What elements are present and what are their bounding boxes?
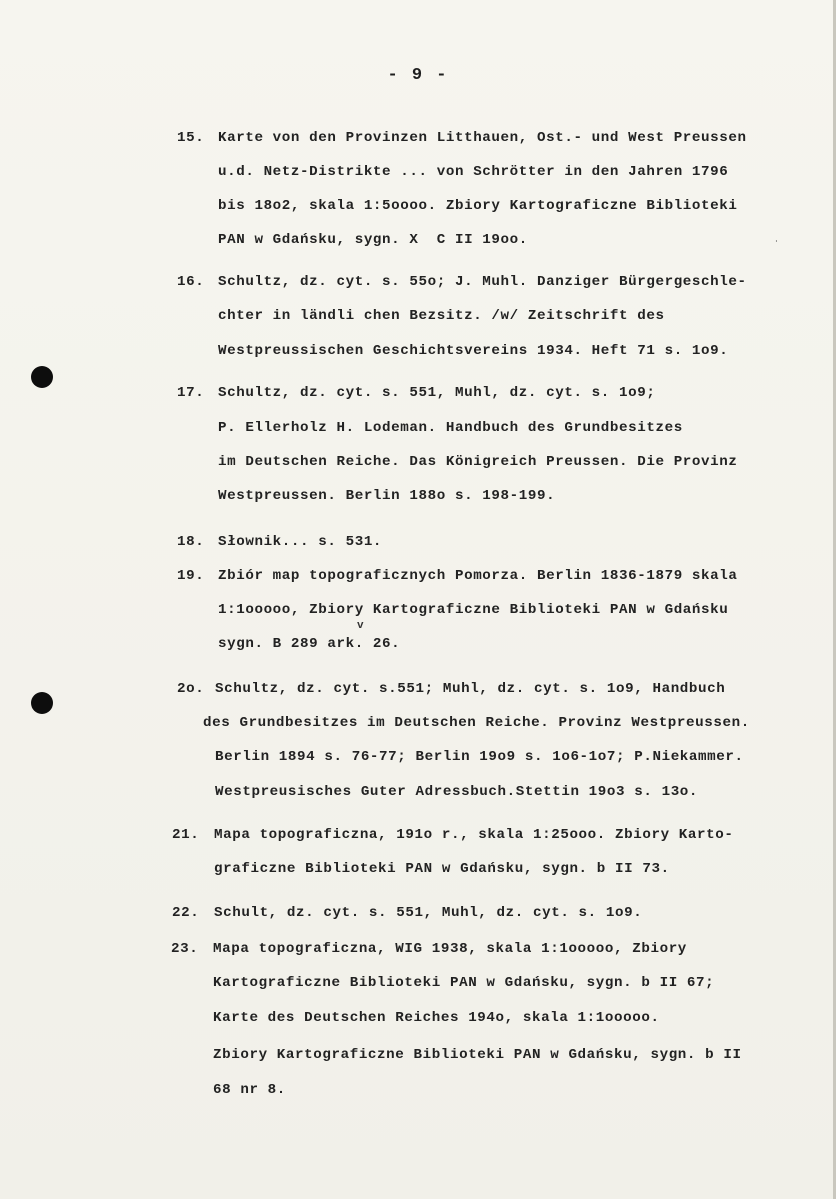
- footnote-line: Schult, dz. cyt. s. 551, Muhl, dz. cyt. s. 1o9.: [214, 905, 643, 921]
- punch-hole: [31, 366, 53, 388]
- footnote-line: Zbiór map topograficznych Pomorza. Berlin 1836-1879 skala: [218, 568, 738, 584]
- footnote-line: Westpreussen. Berlin 188o s. 198-199.: [218, 488, 556, 504]
- pencil-mark: ʾ: [773, 240, 780, 252]
- footnote-number: 23.: [171, 941, 199, 957]
- handwritten-v-mark: v: [357, 620, 364, 632]
- footnote-line: Westpreussischen Geschichtsvereins 1934. Heft 71 s. 1o9.: [218, 343, 729, 359]
- footnote-line: Mapa topograficzna, 191o r., skala 1:25ooo. Zbiory Karto-: [214, 827, 734, 843]
- footnote-line: Karte von den Provinzen Litthauen, Ost.- und West Preussen: [218, 130, 747, 146]
- footnote-number: 19.: [177, 568, 205, 584]
- footnote-line: graficzne Biblioteki PAN w Gdańsku, sygn. b II 73.: [214, 861, 670, 877]
- footnote-line: Schultz, dz. cyt. s.551; Muhl, dz. cyt. s. 1o9, Handbuch: [215, 681, 726, 697]
- footnote-number: 18.: [177, 534, 205, 550]
- footnote-line: Słownik... s. 531.: [218, 534, 383, 550]
- footnote-line: Zbiory Kartograficzne Biblioteki PAN w Gdańsku, sygn. b II: [213, 1047, 742, 1063]
- footnote-line: Karte des Deutschen Reiches 194o, skala 1:1ooooo.: [213, 1010, 660, 1026]
- footnote-number: 21.: [172, 827, 200, 843]
- footnote-line: im Deutschen Reiche. Das Königreich Preussen. Die Provinz: [218, 454, 738, 470]
- footnote-line: bis 18o2, skala 1:5oooo. Zbiory Kartograficzne Biblioteki: [218, 198, 738, 214]
- punch-hole: [31, 692, 53, 714]
- footnote-number: 22.: [172, 905, 200, 921]
- footnote-line: Berlin 1894 s. 76-77; Berlin 19o9 s. 1o6-1o7; P.Niekammer.: [215, 749, 744, 765]
- footnote-line: 68 nr 8.: [213, 1082, 286, 1098]
- footnote-line: P. Ellerholz H. Lodeman. Handbuch des Grundbesitzes: [218, 420, 683, 436]
- footnote-line: chter in ländli chen Bezsitz. /w/ Zeitschrift des: [218, 308, 665, 324]
- footnote-line: Schultz, dz. cyt. s. 55o; J. Muhl. Danziger Bürgergeschle-: [218, 274, 747, 290]
- footnote-line: sygn. B 289 ark. 26.: [218, 636, 401, 652]
- footnote-line: PAN w Gdańsku, sygn. X C II 19oo.: [218, 232, 528, 248]
- footnote-number: 2o.: [177, 681, 205, 697]
- footnote-number: 17.: [177, 385, 205, 401]
- footnote-line: Schultz, dz. cyt. s. 551, Muhl, dz. cyt. s. 1o9;: [218, 385, 656, 401]
- footnote-line: u.d. Netz-Distrikte ... von Schrötter in den Jahren 1796: [218, 164, 729, 180]
- footnote-line: des Grundbesitzes im Deutschen Reiche. Provinz Westpreussen.: [203, 715, 750, 731]
- footnote-line: Westpreusisches Guter Adressbuch.Stettin 19o3 s. 13o.: [215, 784, 699, 800]
- footnote-number: 15.: [177, 130, 205, 146]
- footnote-number: 16.: [177, 274, 205, 290]
- footnote-line: Mapa topograficzna, WIG 1938, skala 1:1ooooo, Zbiory: [213, 941, 687, 957]
- page-number: - 9 -: [387, 66, 449, 85]
- footnote-line: Kartograficzne Biblioteki PAN w Gdańsku, sygn. b II 67;: [213, 975, 715, 991]
- footnote-line: 1:1ooooo, Zbiory Kartograficzne Biblioteki PAN w Gdańsku: [218, 602, 729, 618]
